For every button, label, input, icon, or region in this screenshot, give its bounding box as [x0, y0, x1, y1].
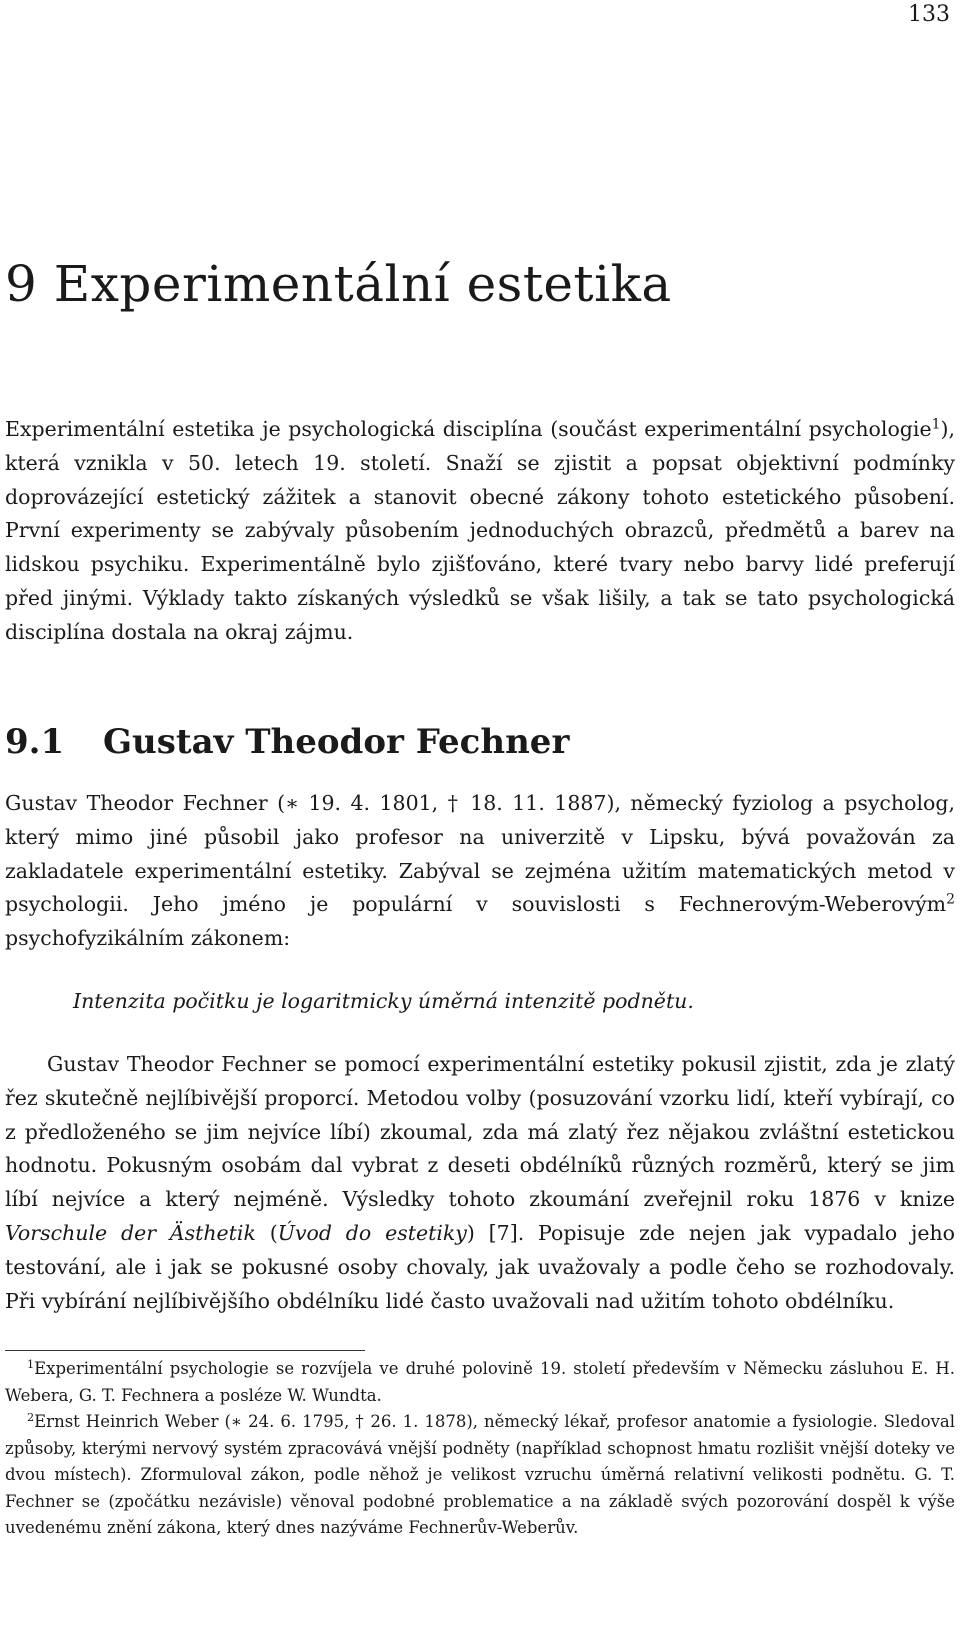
fechner-text-part-1: Gustav Theodor Fechner (∗ 19. 4. 1801, † 18. 11. 1887), německý fyziolog a psycholog, který mimo jiné působil jako profesor na univerzitě v Lipsku, bývá považován za zakladatele experimentální estetiky. Zabýval se zejména užitím matematických metod v psychologii. Jeho jméno je populární v souvislosti s Fechnerovým-Weberovým [5, 791, 955, 917]
law-quote: Intenzita počitku je logaritmicky úměrná intenzitě podnětu. [73, 989, 694, 1013]
book-title-translation: Úvod do estetiky [277, 1220, 467, 1245]
intro-paragraph [5, 413, 955, 650]
footnote-reference-2[interactable]: 2 [946, 891, 955, 908]
book-title: Vorschule der Ästhetik [5, 1220, 256, 1245]
intro-text-part-1: Experimentální estetika je psychologická disciplína (součást experimentální psychologie [5, 417, 932, 441]
section-heading [5, 722, 569, 762]
section-title: Gustav Theodor Fechner [103, 722, 570, 762]
page-number: 133 [908, 2, 950, 27]
footnotes [5, 1356, 955, 1542]
section-number: 9.1 [5, 722, 65, 762]
experiment-text-part-2: ( [255, 1220, 278, 1245]
footnote-marker-2: 2 [27, 1410, 35, 1424]
experiment-text-part-1: Gustav Theodor Fechner se pomocí experimentální estetiky pokusil zjistit, zda je zlatý řez skutečně nejlíbivější proporcí. Metodou volby (posuzování vzorku lidí, kteří vybírají, co z předloženého se jim nejvíce líbí) zkoumal, zda má zlatý řez nějakou zvláštní estetickou hodnotu. Pokusným osobám dal vybrat z deseti obdélníků různých rozměrů, který se jim líbí nejvíce a který nejméně. Výsledky tohoto zkoumání zveřejnil roku 1876 v knize [5, 1052, 955, 1212]
golden-ratio-experiment-paragraph [5, 1048, 955, 1318]
footnote-reference-1[interactable]: 1 [931, 416, 941, 433]
fechner-text-part-2: psychofyzikálním zákonem: [5, 926, 291, 951]
chapter-title: 9 Experimentální estetika [5, 255, 672, 313]
footnote-text-1: Experimentální psychologie se rozvíjela ve druhé polovině 19. století především v Německu zásluhou E. H. Webera, G. T. Fechnera a posléze W. Wundta. [5, 1359, 955, 1405]
footnote-marker-1: 1 [27, 1357, 35, 1371]
intro-text-part-2: ), která vznikla v 50. letech 19. století. Snaží se zjistit a popsat objektivní podmínky doprovázející estetický zážitek a stanovit obecné zákony tohoto estetického působení. První experimenty se zabývaly působením jednoduchých obrazců, předmětů a barev na lidskou psychiku. Experimentálně bylo zjišťováno, které tvary nebo barvy lidé preferují před jinými. Výklady takto získaných výsledků se však lišily, a tak se tato psychologická disciplína dostala na okraj zájmu. [5, 417, 955, 644]
footnote-text-2: Ernst Heinrich Weber (∗ 24. 6. 1795, † 26. 1. 1878), německý lékař, profesor anatomie a fysiologie. Sledoval způsoby, kterými nervový systém zpracovává vnější podněty (například schopnost hmatu rozlišit vnější doteky ve dvou místech). Zformuloval zákon, podle něhož je velikost vzruchu úměrná relativní velikosti podnětu. G. T. Fechner se (zpočátku nezávisle) věnoval podobné problematice a na základě svých pozorování dospěl k výše uvedenému znění zákona, který dnes nazýváme Fechnerův-Weberův. [5, 1412, 955, 1537]
footnote-1 [5, 1356, 955, 1409]
footnote-divider [5, 1350, 365, 1351]
footnote-2 [5, 1409, 955, 1542]
fechner-bio-paragraph [5, 787, 955, 956]
experiment-text-part-3: ) [7]. Popisuje zde nejen jak vypadalo jeho testování, ale i jak se pokusné osoby chovaly, jak uvažovaly a podle čeho se rozhodovaly. Při vybírání nejlíbivějšího obdélníku lidé často uvažovali nad užitím tohoto obdélníku. [5, 1220, 956, 1313]
